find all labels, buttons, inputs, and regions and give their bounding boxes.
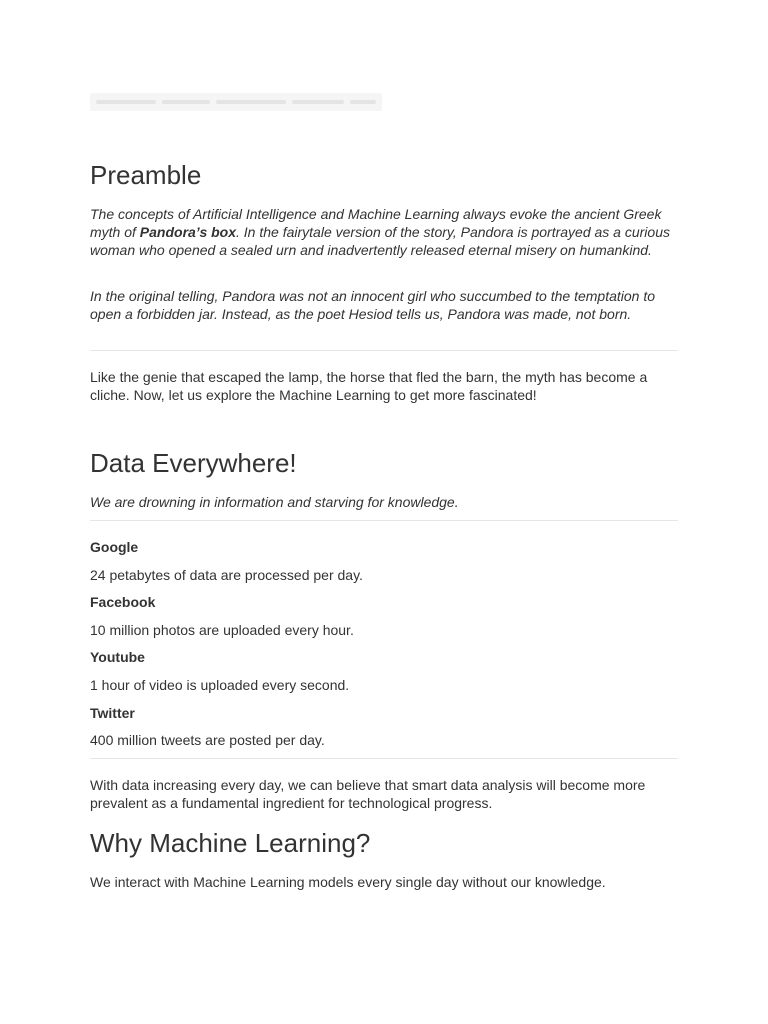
data-everywhere-subtitle: We are drowning in information and starving for knowledge.: [90, 494, 459, 510]
item-text-google: 24 petabytes of data are processed per day.: [90, 567, 363, 583]
divider: [90, 520, 678, 521]
preamble-p1-end: . In the fairytale version of the story, Pandora is portrayed as a curious woman who opened a sealed urn and inadvertently released eternal misery on humankind.: [90, 224, 670, 258]
why-ml-title: Why Machine Learning?: [90, 828, 371, 858]
item-label-google: Google: [90, 539, 139, 555]
data-everywhere-closing: With data increasing every day, we can believe that smart data analysis will become more prevalent as a fundamental ingredient for technological progress.: [90, 777, 646, 811]
item-label-twitter: Twitter: [90, 705, 135, 721]
data-everywhere-title: Data Everywhere!: [90, 448, 297, 478]
item-text-youtube: 1 hour of video is uploaded every second.: [90, 677, 350, 693]
preamble-p1-start: The concepts of Artificial Intelligence and Machine Learning always evoke the ancient Greek myth of: [90, 206, 662, 240]
preamble-paragraph-2: In the original telling, Pandora was not an innocent girl who succumbed to the temptation to open a forbidden jar. Instead, as the poet Hesiod tells us, Pandora was made, not born.: [90, 288, 656, 322]
preamble-title: Preamble: [90, 160, 202, 190]
preamble-paragraph-3: Like the genie that escaped the lamp, the horse that fled the barn, the myth has become a cliche. Now, let us explore the Machine Learning to get more fascinated!: [90, 369, 648, 403]
why-ml-text: We interact with Machine Learning models every single day without our knowledge.: [90, 874, 606, 890]
preamble-paragraph-1: [90, 205, 680, 259]
divider: [90, 758, 678, 759]
item-text-twitter: 400 million tweets are posted per day.: [90, 732, 325, 748]
item-label-youtube: Youtube: [90, 649, 145, 665]
preamble-p1-bold: Pandora’s box: [139, 224, 237, 240]
item-label-facebook: Facebook: [90, 594, 156, 610]
item-text-facebook: 10 million photos are uploaded every hour.: [90, 622, 354, 638]
divider: [90, 350, 678, 351]
blurred-header: [90, 93, 382, 111]
